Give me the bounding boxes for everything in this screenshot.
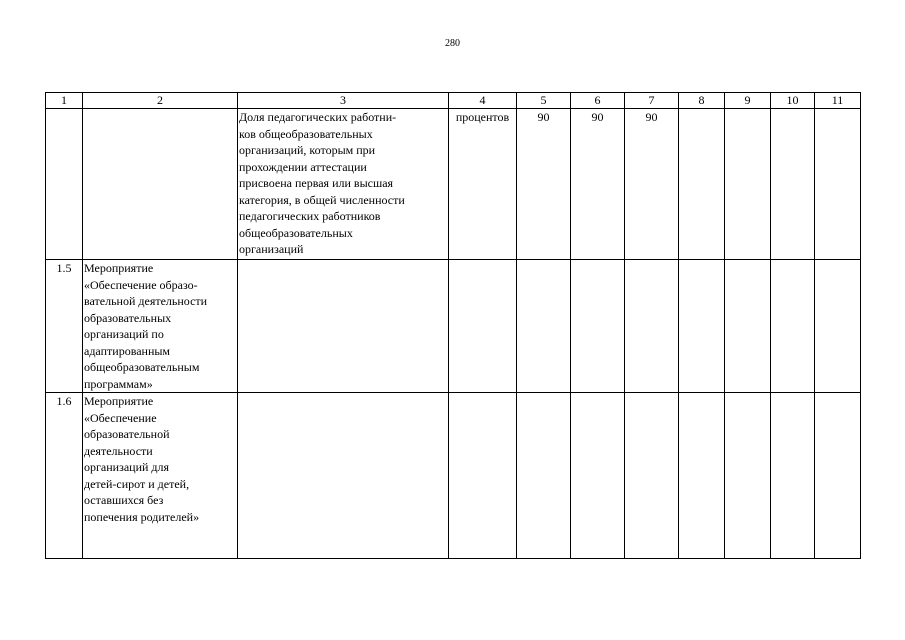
value-cell <box>571 393 625 559</box>
value-cell <box>571 260 625 393</box>
value-cell <box>725 109 771 260</box>
value-cell <box>679 260 725 393</box>
value-cell <box>771 393 815 559</box>
value-cell <box>815 393 861 559</box>
value-cell <box>771 109 815 260</box>
value-cell <box>625 260 679 393</box>
column-header: 10 <box>771 93 815 109</box>
column-header: 7 <box>625 93 679 109</box>
column-header: 4 <box>449 93 517 109</box>
value-cell <box>625 393 679 559</box>
indicator-cell <box>238 393 449 559</box>
unit-cell: процентов <box>449 109 517 260</box>
value-cell <box>517 393 571 559</box>
page-number: 280 <box>445 38 460 49</box>
column-header: 6 <box>571 93 625 109</box>
event-cell: Мероприятие «Обеспечение образовательной деятельности организаций для детей-сирот и детей, оставшихся без попечения родителей» <box>83 393 238 559</box>
table-row <box>46 260 861 393</box>
column-header: 5 <box>517 93 571 109</box>
value-cell: 90 <box>625 109 679 260</box>
value-cell <box>725 393 771 559</box>
column-header: 1 <box>46 93 83 109</box>
value-cell <box>679 109 725 260</box>
table-row <box>46 393 861 559</box>
value-cell <box>679 393 725 559</box>
row-number: 1.5 <box>46 260 83 393</box>
value-cell <box>725 260 771 393</box>
column-header: 9 <box>725 93 771 109</box>
row-number <box>46 109 83 260</box>
column-header: 11 <box>815 93 861 109</box>
data-table <box>45 92 861 559</box>
table-row <box>46 109 861 260</box>
value-cell <box>815 109 861 260</box>
value-cell: 90 <box>571 109 625 260</box>
event-cell: Мероприятие «Обеспечение образо- вательной деятельности образовательных организаций по адаптированным общеобразовательным программам» <box>83 260 238 393</box>
column-header: 8 <box>679 93 725 109</box>
header-row <box>46 93 861 109</box>
value-cell <box>815 260 861 393</box>
row-number: 1.6 <box>46 393 83 559</box>
indicator-cell <box>238 260 449 393</box>
column-header: 3 <box>238 93 449 109</box>
unit-cell <box>449 393 517 559</box>
unit-cell <box>449 260 517 393</box>
column-header: 2 <box>83 93 238 109</box>
indicator-cell: Доля педагогических работни- ков общеобразовательных организаций, которым при прохождении аттестации присвоена первая или высшая категория, в общей численности педагогических работников общеобразовательных организаций <box>238 109 449 260</box>
value-cell <box>771 260 815 393</box>
value-cell <box>517 260 571 393</box>
value-cell: 90 <box>517 109 571 260</box>
event-cell <box>83 109 238 260</box>
